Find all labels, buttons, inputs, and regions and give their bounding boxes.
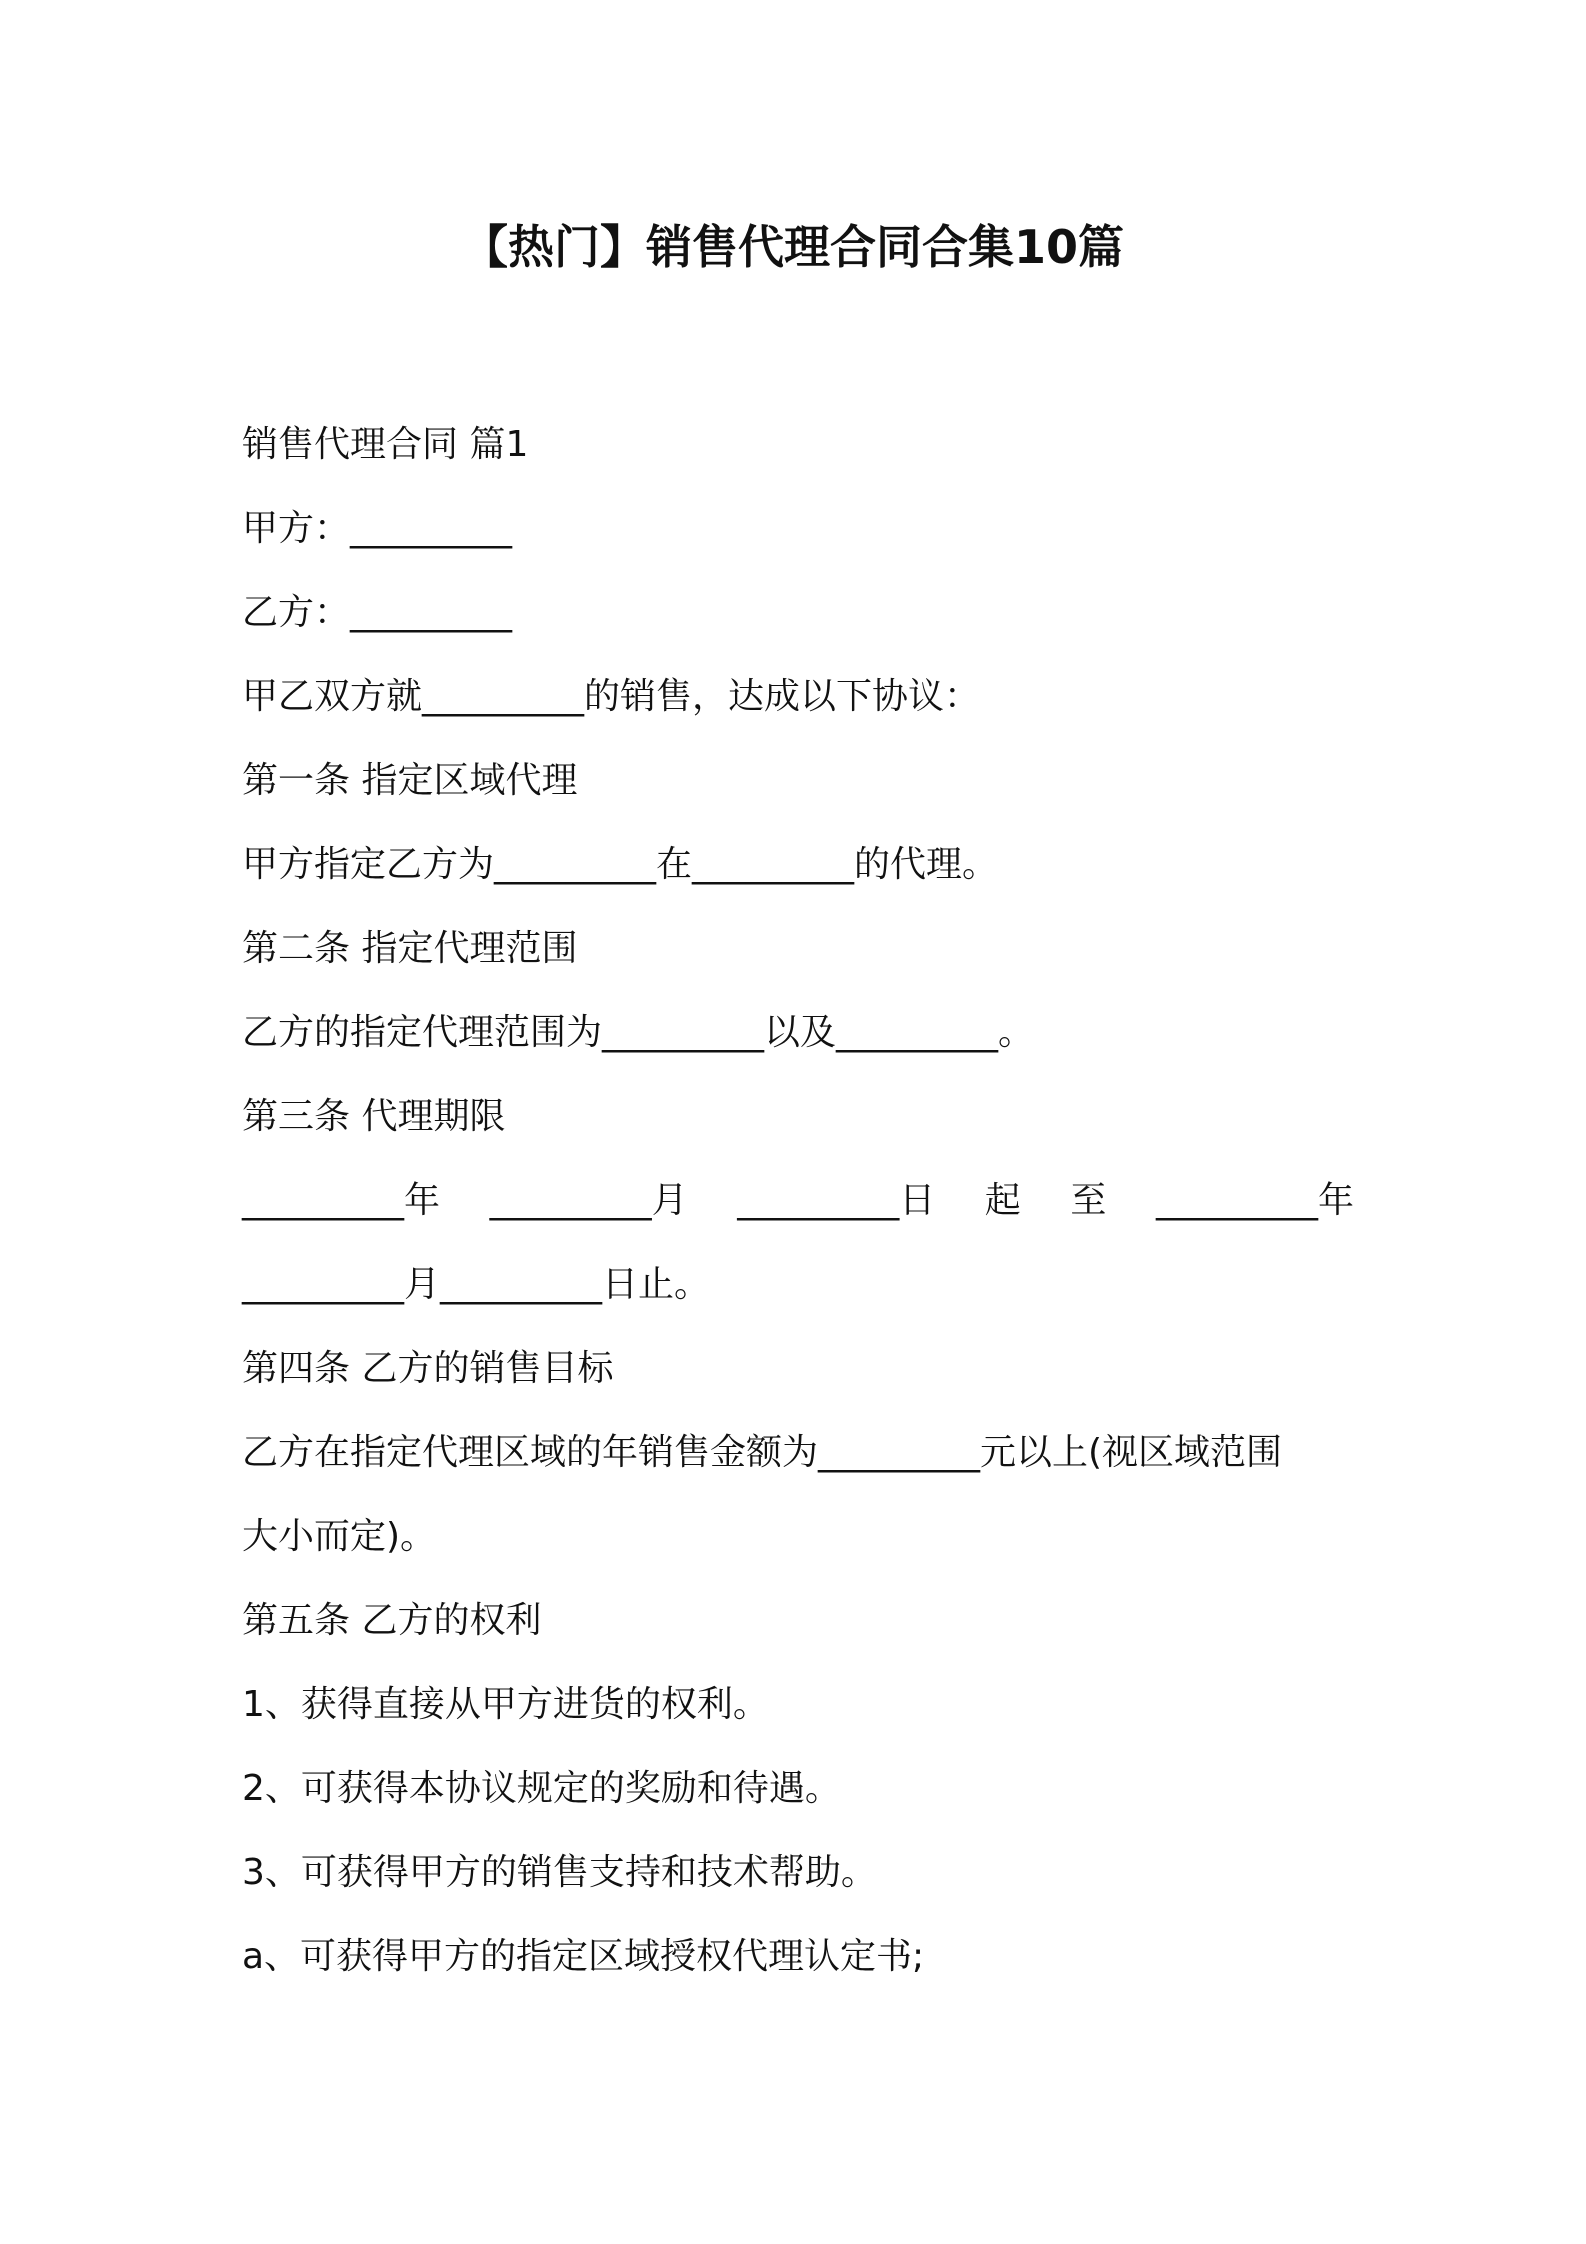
term-from-word: 起 xyxy=(984,1180,1021,1221)
article-4-body-line1: 乙方在指定代理区域的年销售金额为_________元以上(视区域范围 xyxy=(242,1432,1283,1473)
article-3-body-line1 xyxy=(242,1159,1354,1243)
party-b-line: 乙方：_________ xyxy=(242,592,513,633)
article-4-title: 第四条 乙方的销售目标 xyxy=(242,1348,614,1389)
term-start-year: _________年 xyxy=(242,1180,441,1221)
article-2-title: 第二条 指定代理范围 xyxy=(242,928,578,969)
article-5-title: 第五条 乙方的权利 xyxy=(242,1600,542,1641)
term-end-year: _________年 xyxy=(1155,1180,1354,1221)
article-1-body: 甲方指定乙方为_________在_________的代理。 xyxy=(242,844,999,885)
list-item-a: a、可获得甲方的指定区域授权代理认定书; xyxy=(242,1936,925,1977)
party-a-line: 甲方：_________ xyxy=(242,508,513,549)
term-start-month: _________月 xyxy=(489,1180,688,1221)
list-item-3: 3、可获得甲方的销售支持和技术帮助。 xyxy=(242,1852,877,1893)
article-1-title: 第一条 指定区域代理 xyxy=(242,760,578,801)
article-4-body-line2: 大小而定)。 xyxy=(242,1516,437,1557)
term-to-word: 至 xyxy=(1070,1180,1107,1221)
article-3-title: 第三条 代理期限 xyxy=(242,1096,506,1137)
section-heading: 销售代理合同 篇1 xyxy=(242,424,529,465)
list-item-2: 2、可获得本协议规定的奖励和待遇。 xyxy=(242,1768,841,1809)
document-title: 【热门】销售代理合同合集10篇 xyxy=(461,220,1124,274)
document-body xyxy=(242,403,1354,1999)
term-start-day: _________日 xyxy=(737,1180,936,1221)
article-3-body-line2: _________月_________日止。 xyxy=(242,1264,711,1305)
intro-line: 甲乙双方就_________的销售，达成以下协议： xyxy=(242,676,981,717)
article-2-body: 乙方的指定代理范围为_________以及_________。 xyxy=(242,1012,1035,1053)
list-item-1: 1、获得直接从甲方进货的权利。 xyxy=(242,1684,769,1725)
